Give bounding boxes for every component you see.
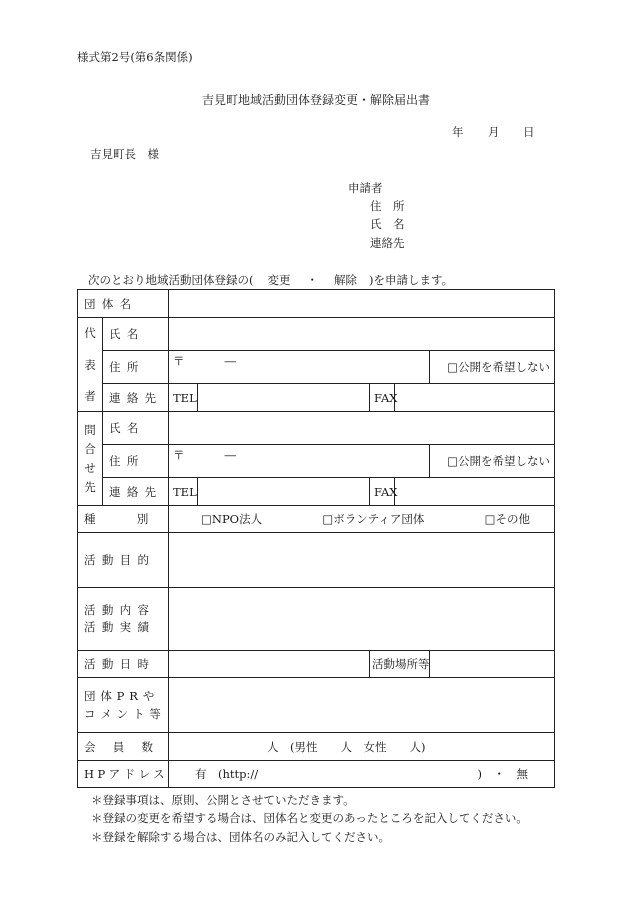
place-label: 活動場所等	[370, 651, 430, 678]
rep-vertical-label	[78, 318, 103, 412]
row-inq-address	[78, 445, 555, 478]
row-hp	[78, 761, 555, 788]
inq-char-3: せ	[84, 460, 96, 475]
rep-private-checkbox[interactable]: □公開を希望しない	[430, 351, 555, 384]
intro-text-after: )を申請します。	[369, 273, 454, 287]
date-year: 年	[452, 125, 464, 139]
group-name-label-cell	[78, 290, 169, 318]
option-cancel: 解除	[334, 273, 357, 287]
inq-tel-input[interactable]	[198, 478, 370, 506]
inq-char-4: 先	[84, 479, 96, 494]
inq-fax-label: FAX	[370, 478, 395, 506]
rep-char-2: 表	[84, 357, 96, 372]
row-inq-contact	[78, 478, 555, 506]
rep-fax-input[interactable]	[395, 384, 555, 412]
rep-tel-label: TEL	[169, 384, 198, 412]
row-group-name	[78, 290, 555, 318]
row-type	[78, 506, 555, 533]
applicant-address-label: 住 所	[370, 199, 405, 213]
row-members	[78, 733, 555, 761]
rep-name-label: 氏名	[109, 327, 145, 341]
purpose-label: 活動目的	[84, 553, 156, 567]
group-name-label: 団体名	[84, 296, 138, 311]
place-input[interactable]	[430, 651, 555, 678]
group-name-input[interactable]	[169, 290, 555, 318]
form-number: 様式第2号(第6条関係)	[77, 50, 193, 64]
datetime-input[interactable]	[169, 651, 370, 678]
inq-contact-label-cell	[103, 478, 169, 506]
option-separator: ・	[306, 273, 318, 287]
row-content	[78, 588, 555, 651]
inq-zip-dash: ―	[224, 448, 237, 462]
applicant-name-label: 氏 名	[370, 217, 405, 231]
intro-text-before: 次のとおり地域活動団体登録の(	[88, 273, 254, 287]
form-title: 吉見町地域活動団体登録変更・解除届出書	[202, 93, 431, 107]
type-label-cell	[78, 506, 190, 533]
pr-input[interactable]	[169, 678, 555, 733]
pr-label-2: コメント等	[84, 707, 166, 721]
applicant-heading: 申請者	[348, 181, 383, 195]
rep-contact-label-cell	[103, 384, 169, 412]
row-inq-name	[78, 412, 555, 445]
note-3: ＊登録を解除する場合は、団体名のみ記入してください。	[91, 830, 390, 844]
type-npo-checkbox[interactable]: □NPO法人	[201, 512, 263, 526]
addressee: 吉見町長 様	[90, 147, 159, 161]
type-other-checkbox[interactable]: □その他	[484, 512, 530, 526]
inq-zip-mark: 〒	[173, 448, 185, 462]
registration-table	[77, 289, 555, 788]
members-value: 人 (男性 人 女性 人)	[267, 739, 426, 754]
hp-yes-option[interactable]: 有 (http://	[195, 767, 259, 781]
rep-char-1: 代	[84, 325, 96, 340]
type-volunteer-checkbox[interactable]: □ボランティア団体	[322, 512, 425, 526]
inq-fax-input[interactable]	[395, 478, 555, 506]
datetime-label: 活動日時	[84, 657, 156, 671]
rep-name-label-cell	[103, 318, 169, 351]
inq-tel-label: TEL	[169, 478, 198, 506]
rep-address-label-cell	[103, 351, 169, 384]
row-rep-contact	[78, 384, 555, 412]
note-2: ＊登録の変更を希望する場合は、団体名と変更のあったところを記入してください。	[91, 811, 528, 825]
hp-label-cell	[78, 761, 169, 788]
content-label-cell	[78, 588, 169, 651]
type-label	[84, 511, 190, 527]
option-change: 変更	[267, 273, 291, 287]
row-purpose	[78, 533, 555, 588]
purpose-label-cell	[78, 533, 169, 588]
rep-tel-input[interactable]	[198, 384, 370, 412]
pr-label-cell	[78, 678, 169, 733]
inq-address-label-cell	[103, 445, 169, 478]
inquiry-vertical-label	[78, 412, 103, 506]
hp-input[interactable]	[169, 761, 555, 788]
inq-name-label: 氏名	[109, 421, 145, 435]
rep-zip-mark: 〒	[173, 354, 185, 368]
applicant-contact-label: 連絡先	[370, 236, 405, 250]
pr-label-1: 団体PRや	[84, 689, 160, 703]
inq-private-checkbox[interactable]: □公開を希望しない	[430, 445, 555, 478]
content-label-2: 活動実績	[84, 620, 156, 634]
row-rep-address	[78, 351, 555, 384]
row-rep-name	[78, 318, 555, 351]
hp-label: HPアドレス	[84, 767, 169, 781]
row-pr	[78, 678, 555, 733]
inq-name-label-cell	[103, 412, 169, 445]
type-label-text: 種別	[84, 512, 190, 526]
rep-address-input[interactable]	[169, 351, 430, 384]
rep-name-input[interactable]	[169, 318, 555, 351]
members-label-cell	[78, 733, 169, 761]
rep-zip-dash: ―	[224, 354, 237, 368]
rep-char-3: 者	[84, 388, 96, 403]
type-options	[169, 506, 555, 533]
rep-address-label: 住所	[109, 360, 145, 374]
inq-name-input[interactable]	[169, 412, 555, 445]
intro-sentence	[88, 272, 453, 288]
row-datetime	[78, 651, 555, 678]
hp-no-option[interactable]: ) ・ 無	[477, 767, 529, 781]
content-input[interactable]	[169, 588, 555, 651]
note-1: ＊登録事項は、原則、公開とさせていただきます。	[91, 793, 355, 807]
inq-address-input[interactable]	[169, 445, 430, 478]
date-day: 日	[523, 125, 535, 139]
rep-fax-label: FAX	[370, 384, 395, 412]
members-label: 会員数	[84, 739, 171, 754]
datetime-label-cell	[78, 651, 169, 678]
date-month: 月	[488, 125, 500, 139]
members-input[interactable]	[169, 733, 555, 761]
rep-contact-label: 連絡先	[109, 390, 163, 405]
inq-contact-label: 連絡先	[109, 484, 163, 499]
content-label-1: 活動内容	[84, 603, 156, 617]
inq-char-1: 問	[84, 422, 96, 437]
purpose-input[interactable]	[169, 533, 555, 588]
inq-address-label: 住所	[109, 454, 145, 468]
inq-char-2: 合	[84, 441, 96, 456]
